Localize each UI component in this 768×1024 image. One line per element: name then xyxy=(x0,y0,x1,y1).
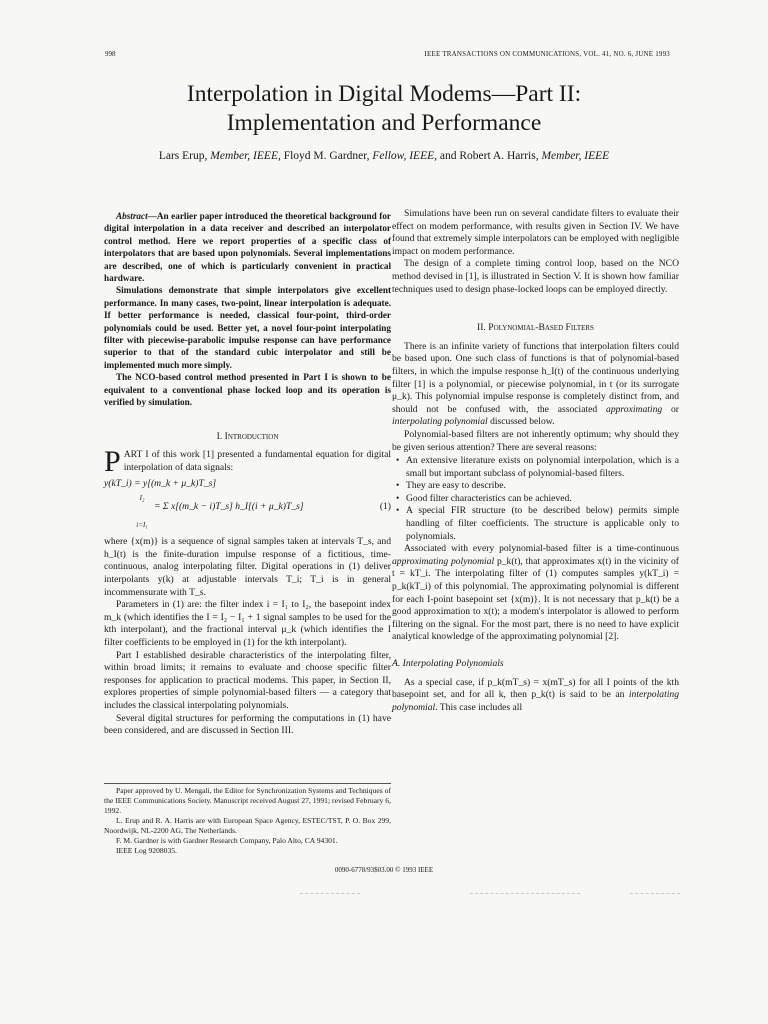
scan-artifact xyxy=(630,893,680,894)
right-paragraph-1: Simulations have been run on several candidate filters to evaluate their effect on modem performance, with results given in Section IV. We have found that extremely simple interpolators can be employed with negligible impact on modem performance. xyxy=(392,208,679,257)
author-2: Floyd M. Gardner, xyxy=(280,150,373,162)
abstract-p2: Simulations demonstrate that simple interpolators give excellent performance. In many cases, two-point, linear interpolation is adequate. If better performance is needed, classical four-point, third-order polynomials could be used. Better yet, a novel four-point interpolating filter with piecewise-parabolic impulse response can have performance superior to that of the standard cubic interpolator and still be implemented much more simply. xyxy=(104,285,391,370)
author-1-role: Member, IEEE, xyxy=(210,150,281,162)
author-1: Lars Erup, xyxy=(158,150,211,162)
footnote-2: L. Erup and R. A. Harris are with European Space Agency, ESTEC/TST, P. O. Box 299, Noordwijk, NL-2200 AG, The Netherlands. xyxy=(104,816,391,835)
footnotes xyxy=(104,786,391,856)
section-2-heading xyxy=(392,322,679,335)
list-item: • Good filter characteristics can be achieved. xyxy=(396,492,572,504)
journal-header: IEEE TRANSACTIONS ON COMMUNICATIONS, VOL. 41, NO. 6, JUNE 1993 xyxy=(424,50,670,58)
right-column xyxy=(392,208,679,714)
section-1-heading xyxy=(104,431,391,444)
section-2-title: Polynomial-Based Filters xyxy=(488,322,594,334)
intro-paragraph-4: Part I established desirable characteristics of the interpolating filter, within broad limits; it remains to evaluate and choose specific filter responses for application to practical modems. This paper, in Section II, explores properties of simple polynomial-based filters — a category that includes the classical interpolating polynomials. xyxy=(104,649,391,711)
intro-paragraph-3: Parameters in (1) are: the filter index i = I₁ to I₂, the basepoint index m_k (which identifies the I = I₂ − I₁ + 1 signal samples to be used for the kth interpolant), and the fractional interval μ_k (which identifies the I filter coefficients to be employed in (1) for the kth interpolant). xyxy=(104,599,391,649)
section-2-paragraph-1: There is an infinite variety of functions that interpolation filters could be based upon. One such class of functions is that of polynomial-based filters, in which the impulse response h_I(t) of the continuous underlying filter [1] is a polynomial, or piecewise polynomial, in t (or its surrogate μ_k). This polynomial impulse response is completely distinct from, and should not be confused with, the associated approximating or interpolating polynomial discussed below. xyxy=(392,340,680,428)
paper-title xyxy=(60,80,708,138)
drop-cap: P xyxy=(104,445,121,479)
equation-line-1: y(kT_i) = y[(m_k + μ_k)T_s] xyxy=(104,478,217,490)
author-3-role: Member, IEEE xyxy=(541,150,610,162)
reasons-list xyxy=(392,455,679,543)
footnote-rule xyxy=(104,783,391,784)
footnote-1: Paper approved by U. Mengali, the Editor for Synchronization Systems and Techniques of the IEEE Communications Society. Manuscript received August 27, 1991; revised February 6, 1992. xyxy=(104,786,391,815)
section-2-paragraph-3: Associated with every polynomial-based filter is a time-continuous approximating polynomial p_k(t), that approximates x(t) in the vicinity of t = kT_i. The interpolating filter of (1) computes samples y(kT_i) = p_k(kT_i) of this polynomial. The approximating polynomial is different for each I-point basepoint set {x(m)}. It is not necessary that p_k(t) be a good approximation to x(t); a modem's interpolator is allowed to perform filtering on the signal. For the most part, there is no need to have explicit analytical knowledge of the approximating polynomial [2]. xyxy=(392,543,679,643)
author-2-role: Fellow, IEEE, xyxy=(372,150,437,162)
equation-sum xyxy=(132,492,152,531)
section-2-number: II. xyxy=(477,322,489,334)
abstract-p3: The NCO-based control method presented in Part I is shown to be equivalent to a conventional phase locked loop and its operation is verified by simulation. xyxy=(104,372,391,408)
copyright-line: 0090-6778/93$03.00 © 1993 IEEE xyxy=(334,866,434,874)
intro-paragraph-1: PART I of this work [1] presented a fundamental equation for digital interpolation of data signals: xyxy=(104,445,391,479)
scan-artifact xyxy=(470,893,580,894)
equation-line-2: = Σ x[(m_k − i)T_s] h_I[(i + μ_k)T_s] xyxy=(154,501,304,513)
author-line xyxy=(60,150,708,162)
subsection-a-paragraph: As a special case, if p_k(mT_s) = x(mT_s) for all I points of the kth basepoint set, and for all k, then p_k(t) is said to be an interpolating polynomial. This case includes all xyxy=(392,676,679,713)
abstract xyxy=(104,210,391,409)
sum-lower-limit: i=I₁ xyxy=(136,520,148,529)
equation-1 xyxy=(104,478,391,529)
list-item: • They are easy to describe. xyxy=(396,480,506,492)
page-number: 998 xyxy=(105,50,116,58)
scan-artifact xyxy=(300,893,360,894)
list-item: • An extensive literature exists on polynomial interpolation, which is a small but important subclass of polynomial-based filters. xyxy=(396,455,679,479)
abstract-lead: Abstract xyxy=(116,211,148,221)
footnote-3: F. M. Gardner is with Gardner Research Company, Palo Alto, CA 94301. xyxy=(116,836,338,845)
author-3: and Robert A. Harris, xyxy=(437,150,542,162)
equation-number: (1) xyxy=(379,501,391,513)
list-item: • A special FIR structure (to be described below) permits simple handling of filter coefficients. The structure is applicable only to polynomials. xyxy=(396,505,679,542)
intro-paragraph-2: where {x(m)} is a sequence of signal samples taken at intervals T_s, and h_I(t) is the finite-duration impulse response of a fictitious, time-continuous, analog interpolating filter. Digital operations in (1) deliver interpolants y(k) at adjustable intervals T_i; T_i is in general incommensurate with T_s. xyxy=(104,536,391,598)
section-2-paragraph-2: Polynomial-based filters are not inherently optimum; why should they be given serious attention? There are several reasons: xyxy=(392,428,679,453)
section-1-number: I. xyxy=(216,430,225,442)
subsection-a-heading: A. Interpolating Polynomials xyxy=(392,658,504,669)
right-paragraph-2: The design of a complete timing control loop, based on the NCO method devised in [1], is illustrated in Section V. It is shown how familiar techniques used to design phase-locked loops can be employed directly. xyxy=(392,258,679,295)
intro-paragraph-5: Several digital structures for performing the computations in (1) have been considered, and are discussed in Section III. xyxy=(104,712,391,737)
left-column xyxy=(104,210,391,738)
footnote-4: IEEE Log 9208035. xyxy=(116,846,177,855)
section-1-title: Introduction xyxy=(224,430,279,442)
abstract-p1: —An earlier paper introduced the theoretical background for digital interpolation in a data receiver and described an interpolator control method. Here we report properties of a specific class of interpolators that are based upon polynomials. Several implementations are described, one of which is particularly convenient in practical hardware. xyxy=(104,211,391,284)
title-line-1: Interpolation in Digital Modems—Part II: xyxy=(186,81,582,107)
title-line-2: Implementation and Performance xyxy=(226,110,542,136)
sum-upper-limit: I₂ xyxy=(139,494,145,503)
